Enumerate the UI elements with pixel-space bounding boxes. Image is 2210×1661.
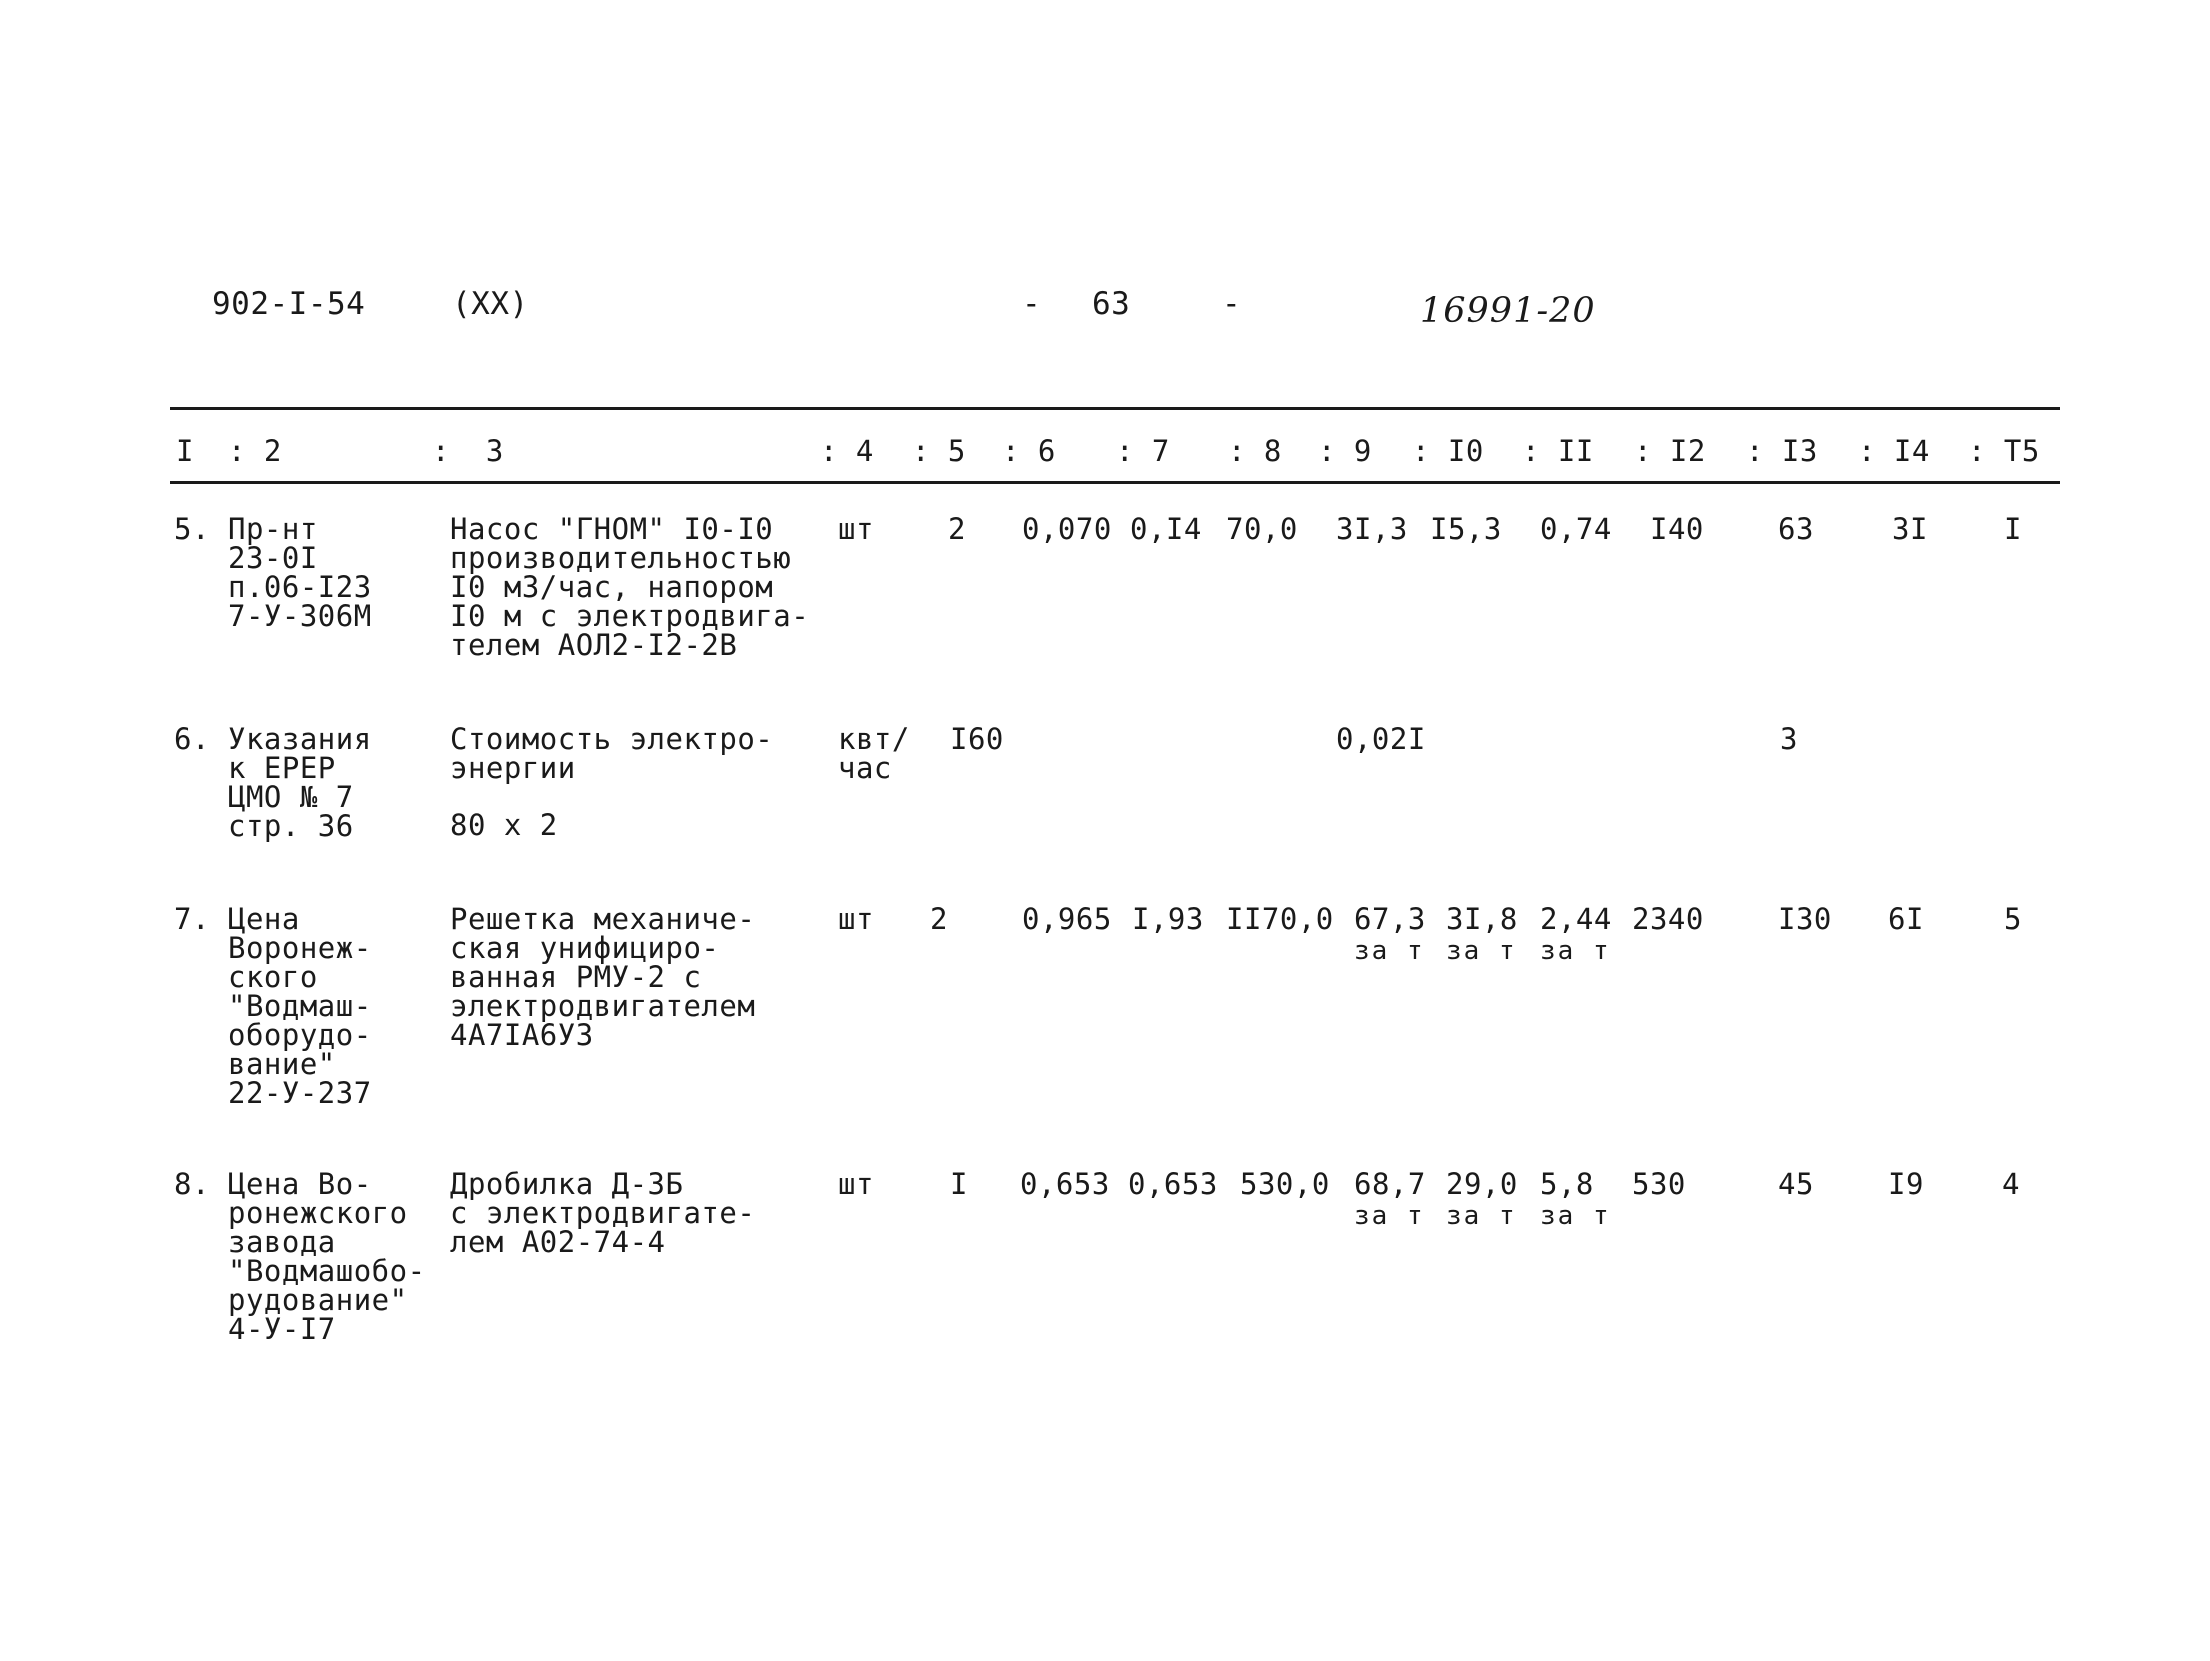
row-col15: I xyxy=(2004,512,2022,546)
row-col12: I40 xyxy=(1650,512,1704,546)
row-col7: I,93 xyxy=(1132,902,1204,936)
row-description: Дробилка Д-3Б с электродвигате- лем А02-74-4 xyxy=(450,1167,756,1259)
row-number: 6. xyxy=(174,722,210,756)
row-col11: 0,74 xyxy=(1540,512,1612,546)
row-col9: 68,7 xyxy=(1354,1167,1426,1201)
row-col15: 4 xyxy=(2002,1167,2020,1201)
document-code: 902-I-54 xyxy=(212,286,366,322)
row-col12: 530 xyxy=(1632,1167,1686,1201)
row-unit: квт/ час xyxy=(838,722,910,785)
row-number: 7. xyxy=(174,902,210,936)
col-header-12: : I2 xyxy=(1634,434,1706,468)
row-col10-unit: за т xyxy=(1446,936,1517,966)
row-col13: 45 xyxy=(1778,1167,1814,1201)
row-col11: 2,44 xyxy=(1540,902,1612,936)
col-header-10: : I0 xyxy=(1412,434,1484,468)
row-col6: 0,965 xyxy=(1022,902,1112,936)
row-col10: 29,0 xyxy=(1446,1167,1518,1201)
row-col6: 0,653 xyxy=(1020,1167,1110,1201)
row-col13: I30 xyxy=(1778,902,1832,936)
row-col14: 3I xyxy=(1892,512,1928,546)
row-col7: 0,653 xyxy=(1128,1167,1218,1201)
row-col12: 2340 xyxy=(1632,902,1704,936)
table-top-rule xyxy=(170,407,2060,410)
row-description: Насос "ГНОМ" I0-I0 производительностью I0 м3/час, напором I0 м с электродвига- телем АОЛ2-I2-2В xyxy=(450,512,810,662)
col-header-7: : 7 xyxy=(1116,434,1170,468)
row-col9-unit: за т xyxy=(1354,1201,1425,1231)
row-col11-unit: за т xyxy=(1540,1201,1611,1231)
row-source: Пр-нт 23-0I п.06-I23 7-У-306М xyxy=(228,512,372,633)
col-header-15: : T5 xyxy=(1968,434,2040,468)
row-description: Решетка механиче- ская унифициро- ванная РМУ-2 с электродвигателем 4А7IА6У3 xyxy=(450,902,756,1052)
row-col9: 0,02I xyxy=(1336,722,1426,756)
col-header-9: : 9 xyxy=(1318,434,1372,468)
row-col14: 6I xyxy=(1888,902,1924,936)
document-part: (XX) xyxy=(452,286,529,322)
row-source: Указания к ЕРЕР ЦМО № 7 стр. 36 xyxy=(228,722,372,843)
row-col10-unit: за т xyxy=(1446,1201,1517,1231)
row-quantity: 2 xyxy=(930,902,948,936)
row-col8: 70,0 xyxy=(1226,512,1298,546)
row-description-extra: 80 х 2 xyxy=(450,808,558,842)
table-header-rule xyxy=(170,481,2060,484)
row-col13: 63 xyxy=(1778,512,1814,546)
row-col11-unit: за т xyxy=(1540,936,1611,966)
col-header-5: : 5 xyxy=(912,434,966,468)
col-header-2: : 2 xyxy=(228,434,282,468)
row-col6: 0,070 xyxy=(1022,512,1112,546)
col-header-13: : I3 xyxy=(1746,434,1818,468)
row-quantity: 2 xyxy=(948,512,966,546)
row-quantity: I xyxy=(950,1167,968,1201)
row-col14: I9 xyxy=(1888,1167,1924,1201)
row-col10: 3I,8 xyxy=(1446,902,1518,936)
col-header-1: I xyxy=(176,434,194,468)
row-quantity: I60 xyxy=(950,722,1004,756)
col-header-6: : 6 xyxy=(1002,434,1056,468)
row-col9: 67,3 xyxy=(1354,902,1426,936)
row-col7: 0,I4 xyxy=(1130,512,1202,546)
handwritten-reference: 16991-20 xyxy=(1420,291,1596,331)
row-unit: шт xyxy=(838,1167,874,1201)
col-header-3: : 3 xyxy=(432,434,504,468)
col-header-4: : 4 xyxy=(820,434,874,468)
row-unit: шт xyxy=(838,902,874,936)
row-col11: 5,8 xyxy=(1540,1167,1594,1201)
page-dash-left: - xyxy=(1022,286,1042,322)
row-col9: 3I,3 xyxy=(1336,512,1408,546)
row-col15: 5 xyxy=(2004,902,2022,936)
row-col13: 3 xyxy=(1780,722,1798,756)
row-number: 8. xyxy=(174,1167,210,1201)
row-col8: 530,0 xyxy=(1240,1167,1330,1201)
page-number: 63 xyxy=(1092,286,1131,322)
row-col8: II70,0 xyxy=(1226,902,1334,936)
row-source: Цена Во- ронежского завода "Водмашобо- рудование" 4-У-I7 xyxy=(228,1167,426,1346)
col-header-8: : 8 xyxy=(1228,434,1282,468)
row-source: Цена Воронеж- ского "Водмаш- оборудо- вание" 22-У-237 xyxy=(228,902,372,1110)
page-dash-right: - xyxy=(1222,286,1242,322)
row-description: Стоимость электро- энергии xyxy=(450,722,774,785)
row-unit: шт xyxy=(838,512,874,546)
col-header-14: : I4 xyxy=(1858,434,1930,468)
row-col10: I5,3 xyxy=(1430,512,1502,546)
col-header-11: : II xyxy=(1522,434,1594,468)
row-col9-unit: за т xyxy=(1354,936,1425,966)
row-number: 5. xyxy=(174,512,210,546)
